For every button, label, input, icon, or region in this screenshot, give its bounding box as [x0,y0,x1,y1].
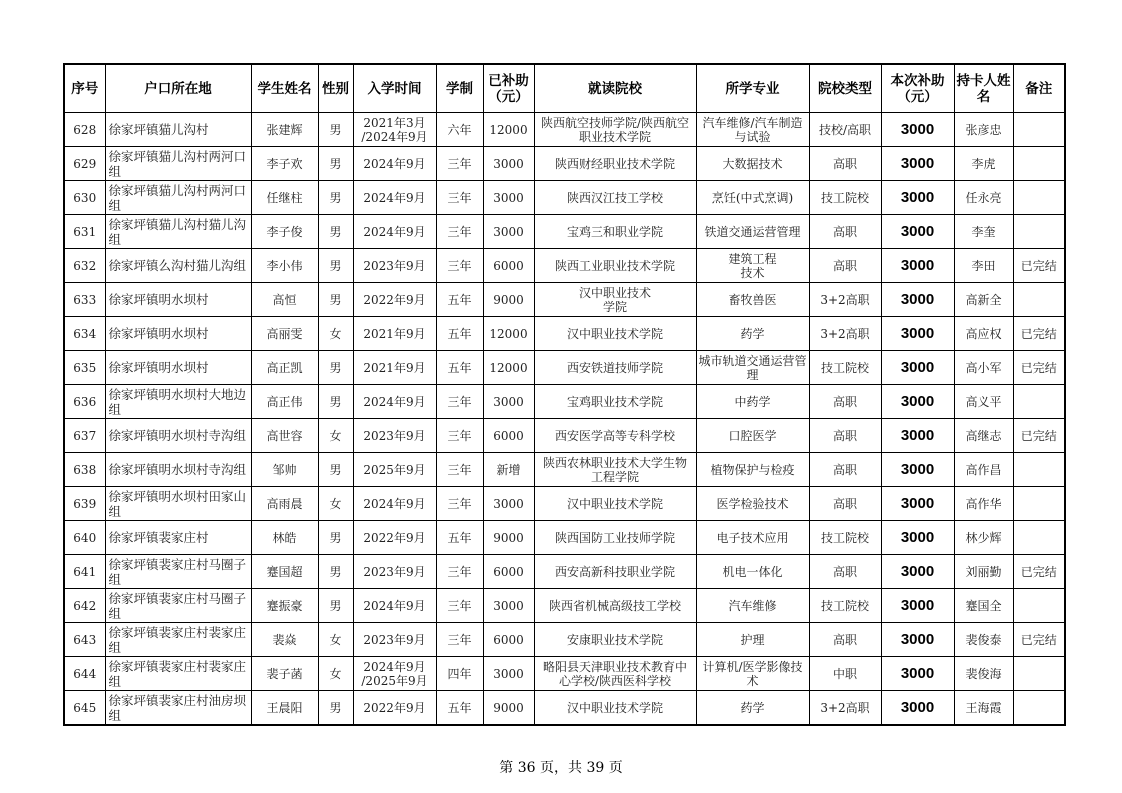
cell-current-subsidy: 3000 [881,385,954,419]
cell-program-length: 三年 [436,589,483,623]
cell-household-location: 徐家坪镇猫儿沟村两河口组 [105,181,251,215]
cell-program-length: 三年 [436,453,483,487]
cell-school: 西安高新科技职业学院 [534,555,696,589]
cell-student-name: 蹇振豪 [251,589,318,623]
cell-subsidized-amount: 12000 [483,351,534,385]
cell-serial-no: 631 [64,215,105,249]
cell-gender: 男 [318,589,353,623]
cell-enrollment-date: 2024年9月 /2025年9月 [353,657,436,691]
cell-major: 汽车维修/汽车制造 与试验 [696,113,809,147]
cell-subsidized-amount: 3000 [483,589,534,623]
cell-gender: 男 [318,691,353,726]
cell-current-subsidy: 3000 [881,113,954,147]
cell-subsidized-amount: 3000 [483,181,534,215]
cell-program-length: 五年 [436,283,483,317]
cell-cardholder-name: 高义平 [954,385,1013,419]
cell-remarks [1013,283,1065,317]
header-school-type: 院校类型 [809,64,881,113]
cell-remarks [1013,181,1065,215]
cell-program-length: 四年 [436,657,483,691]
cell-student-name: 李子欢 [251,147,318,181]
cell-school: 安康职业技术学院 [534,623,696,657]
table-body [64,113,1065,726]
cell-gender: 男 [318,215,353,249]
cell-school: 略阳县天津职业技术教育中 心学校/陕西医科学校 [534,657,696,691]
cell-gender: 男 [318,351,353,385]
table-row [64,657,1065,691]
cell-remarks: 已完结 [1013,419,1065,453]
table-row [64,589,1065,623]
cell-major: 药学 [696,691,809,726]
cell-subsidized-amount: 3000 [483,487,534,521]
cell-major: 汽车维修 [696,589,809,623]
cell-student-name: 高丽雯 [251,317,318,351]
cell-household-location: 徐家坪镇么沟村猫儿沟组 [105,249,251,283]
table-row [64,691,1065,726]
cell-enrollment-date: 2024年9月 [353,385,436,419]
cell-program-length: 三年 [436,249,483,283]
cell-school: 西安医学高等专科学校 [534,419,696,453]
cell-household-location: 徐家坪镇明水坝村田家山组 [105,487,251,521]
cell-subsidized-amount: 3000 [483,147,534,181]
cell-cardholder-name: 李虎 [954,147,1013,181]
cell-enrollment-date: 2022年9月 [353,283,436,317]
cell-student-name: 裴子菡 [251,657,318,691]
header-school: 就读院校 [534,64,696,113]
cell-cardholder-name: 高继志 [954,419,1013,453]
cell-school-type: 3+2高职 [809,283,881,317]
cell-student-name: 高恒 [251,283,318,317]
cell-school-type: 高职 [809,487,881,521]
cell-cardholder-name: 蹇国全 [954,589,1013,623]
cell-major: 建筑工程 技术 [696,249,809,283]
cell-program-length: 三年 [436,419,483,453]
cell-remarks: 已完结 [1013,623,1065,657]
cell-school-type: 高职 [809,453,881,487]
cell-student-name: 李小伟 [251,249,318,283]
cell-current-subsidy: 3000 [881,283,954,317]
cell-remarks [1013,385,1065,419]
cell-enrollment-date: 2021年9月 [353,317,436,351]
cell-student-name: 林皓 [251,521,318,555]
cell-remarks: 已完结 [1013,555,1065,589]
header-student-name: 学生姓名 [251,64,318,113]
cell-household-location: 徐家坪镇猫儿沟村猫儿沟组 [105,215,251,249]
cell-remarks: 已完结 [1013,351,1065,385]
header-enrollment-date: 入学时间 [353,64,436,113]
cell-program-length: 六年 [436,113,483,147]
header-cardholder-name: 持卡人姓 名 [954,64,1013,113]
cell-serial-no: 640 [64,521,105,555]
table-row [64,147,1065,181]
cell-school: 陕西财经职业技术学院 [534,147,696,181]
cell-household-location: 徐家坪镇明水坝村 [105,317,251,351]
cell-major: 口腔医学 [696,419,809,453]
cell-program-length: 五年 [436,317,483,351]
cell-school: 汉中职业技术学院 [534,691,696,726]
cell-subsidized-amount: 6000 [483,555,534,589]
cell-gender: 男 [318,181,353,215]
cell-current-subsidy: 3000 [881,623,954,657]
cell-school-type: 技工院校 [809,351,881,385]
cell-major: 植物保护与检疫 [696,453,809,487]
cell-household-location: 徐家坪镇明水坝村寺沟组 [105,419,251,453]
cell-student-name: 张建辉 [251,113,318,147]
cell-student-name: 蹇国超 [251,555,318,589]
table-row [64,249,1065,283]
cell-student-name: 裴焱 [251,623,318,657]
cell-school: 陕西省机械高级技工学校 [534,589,696,623]
cell-school-type: 技工院校 [809,521,881,555]
cell-cardholder-name: 王海霞 [954,691,1013,726]
cell-school-type: 高职 [809,215,881,249]
cell-school: 汉中职业技术学院 [534,487,696,521]
cell-serial-no: 641 [64,555,105,589]
cell-gender: 男 [318,249,353,283]
cell-program-length: 三年 [436,555,483,589]
cell-enrollment-date: 2023年9月 [353,623,436,657]
cell-school-type: 技工院校 [809,589,881,623]
cell-subsidized-amount: 12000 [483,113,534,147]
cell-current-subsidy: 3000 [881,317,954,351]
cell-major: 机电一体化 [696,555,809,589]
cell-cardholder-name: 李田 [954,249,1013,283]
cell-enrollment-date: 2022年9月 [353,691,436,726]
cell-remarks [1013,147,1065,181]
cell-student-name: 高正伟 [251,385,318,419]
cell-subsidized-amount: 3000 [483,657,534,691]
cell-serial-no: 635 [64,351,105,385]
cell-gender: 男 [318,147,353,181]
cell-household-location: 徐家坪镇明水坝村大地边组 [105,385,251,419]
cell-school-type: 高职 [809,623,881,657]
table-row [64,181,1065,215]
cell-program-length: 三年 [436,147,483,181]
cell-program-length: 三年 [436,487,483,521]
cell-subsidized-amount: 9000 [483,521,534,555]
subsidy-table [63,63,1066,726]
cell-school: 宝鸡职业技术学院 [534,385,696,419]
cell-cardholder-name: 高作昌 [954,453,1013,487]
header-gender: 性别 [318,64,353,113]
cell-school: 陕西航空技师学院/陕西航空 职业技术学院 [534,113,696,147]
cell-current-subsidy: 3000 [881,555,954,589]
header-household-location: 户口所在地 [105,64,251,113]
cell-enrollment-date: 2023年9月 [353,249,436,283]
cell-major: 中药学 [696,385,809,419]
cell-major: 烹饪(中式烹调) [696,181,809,215]
table-row [64,113,1065,147]
cell-remarks: 已完结 [1013,317,1065,351]
table-header-row [64,64,1065,113]
cell-household-location: 徐家坪镇裴家庄村裴家庄组 [105,657,251,691]
cell-subsidized-amount: 6000 [483,419,534,453]
cell-current-subsidy: 3000 [881,215,954,249]
cell-cardholder-name: 高新全 [954,283,1013,317]
cell-household-location: 徐家坪镇明水坝村寺沟组 [105,453,251,487]
cell-school: 汉中职业技术 学院 [534,283,696,317]
cell-serial-no: 634 [64,317,105,351]
cell-serial-no: 645 [64,691,105,726]
cell-cardholder-name: 裴俊海 [954,657,1013,691]
cell-gender: 男 [318,113,353,147]
cell-subsidized-amount: 3000 [483,385,534,419]
cell-cardholder-name: 林少辉 [954,521,1013,555]
cell-enrollment-date: 2023年9月 [353,555,436,589]
cell-serial-no: 639 [64,487,105,521]
cell-remarks [1013,453,1065,487]
cell-subsidized-amount: 9000 [483,283,534,317]
cell-household-location: 徐家坪镇裴家庄村马圈子组 [105,589,251,623]
cell-enrollment-date: 2025年9月 [353,453,436,487]
cell-remarks [1013,657,1065,691]
cell-major: 大数据技术 [696,147,809,181]
cell-household-location: 徐家坪镇猫儿沟村两河口组 [105,147,251,181]
cell-current-subsidy: 3000 [881,147,954,181]
cell-gender: 男 [318,385,353,419]
header-major: 所学专业 [696,64,809,113]
cell-school-type: 中职 [809,657,881,691]
table-row [64,317,1065,351]
cell-remarks [1013,487,1065,521]
cell-household-location: 徐家坪镇裴家庄村裴家庄组 [105,623,251,657]
cell-school: 汉中职业技术学院 [534,317,696,351]
cell-remarks [1013,113,1065,147]
cell-serial-no: 642 [64,589,105,623]
cell-serial-no: 638 [64,453,105,487]
cell-school-type: 3+2高职 [809,691,881,726]
cell-school: 陕西农林职业技术大学生物 工程学院 [534,453,696,487]
cell-household-location: 徐家坪镇裴家庄村马圈子组 [105,555,251,589]
table-row [64,487,1065,521]
cell-remarks [1013,521,1065,555]
cell-current-subsidy: 3000 [881,249,954,283]
table-row [64,351,1065,385]
cell-program-length: 五年 [436,691,483,726]
header-serial-no: 序号 [64,64,105,113]
cell-enrollment-date: 2021年3月 /2024年9月 [353,113,436,147]
table-row [64,623,1065,657]
cell-remarks [1013,215,1065,249]
cell-cardholder-name: 任永亮 [954,181,1013,215]
cell-current-subsidy: 3000 [881,521,954,555]
cell-cardholder-name: 张彦忠 [954,113,1013,147]
cell-enrollment-date: 2024年9月 [353,487,436,521]
cell-serial-no: 633 [64,283,105,317]
cell-school: 陕西工业职业技术学院 [534,249,696,283]
table-row [64,555,1065,589]
cell-school-type: 高职 [809,249,881,283]
table-row [64,419,1065,453]
cell-student-name: 高雨晨 [251,487,318,521]
cell-major: 护理 [696,623,809,657]
cell-subsidized-amount: 12000 [483,317,534,351]
cell-cardholder-name: 裴俊泰 [954,623,1013,657]
cell-student-name: 任继柱 [251,181,318,215]
cell-gender: 女 [318,623,353,657]
cell-program-length: 三年 [436,215,483,249]
cell-current-subsidy: 3000 [881,351,954,385]
cell-current-subsidy: 3000 [881,691,954,726]
cell-serial-no: 644 [64,657,105,691]
cell-program-length: 五年 [436,521,483,555]
cell-gender: 男 [318,453,353,487]
cell-current-subsidy: 3000 [881,419,954,453]
cell-student-name: 高正凯 [251,351,318,385]
cell-major: 城市轨道交通运营管 理 [696,351,809,385]
cell-gender: 女 [318,657,353,691]
cell-program-length: 三年 [436,385,483,419]
cell-gender: 女 [318,317,353,351]
cell-current-subsidy: 3000 [881,181,954,215]
cell-school: 陕西汉江技工学校 [534,181,696,215]
cell-school-type: 技校/高职 [809,113,881,147]
cell-gender: 女 [318,487,353,521]
cell-remarks [1013,691,1065,726]
cell-remarks: 已完结 [1013,249,1065,283]
cell-current-subsidy: 3000 [881,657,954,691]
cell-school: 宝鸡三和职业学院 [534,215,696,249]
cell-school-type: 高职 [809,419,881,453]
cell-school-type: 高职 [809,147,881,181]
cell-student-name: 王晨阳 [251,691,318,726]
cell-household-location: 徐家坪镇明水坝村 [105,351,251,385]
cell-gender: 女 [318,419,353,453]
table-row [64,283,1065,317]
cell-cardholder-name: 高作华 [954,487,1013,521]
cell-serial-no: 629 [64,147,105,181]
table-row [64,521,1065,555]
header-current-subsidy: 本次补助 （元） [881,64,954,113]
cell-cardholder-name: 刘丽勤 [954,555,1013,589]
cell-school-type: 技工院校 [809,181,881,215]
cell-household-location: 徐家坪镇裴家庄村油房坝组 [105,691,251,726]
cell-school-type: 高职 [809,555,881,589]
cell-school: 西安铁道技师学院 [534,351,696,385]
cell-subsidized-amount: 6000 [483,249,534,283]
cell-major: 铁道交通运营管理 [696,215,809,249]
cell-enrollment-date: 2024年9月 [353,589,436,623]
header-remarks: 备注 [1013,64,1065,113]
header-program-length: 学制 [436,64,483,113]
cell-program-length: 五年 [436,351,483,385]
cell-major: 计算机/医学影像技 术 [696,657,809,691]
table-row [64,453,1065,487]
cell-serial-no: 630 [64,181,105,215]
cell-school: 陕西国防工业技师学院 [534,521,696,555]
cell-current-subsidy: 3000 [881,487,954,521]
cell-serial-no: 632 [64,249,105,283]
table-row [64,215,1065,249]
cell-cardholder-name: 高应权 [954,317,1013,351]
cell-current-subsidy: 3000 [881,453,954,487]
cell-serial-no: 628 [64,113,105,147]
page-footer: 第 36 页，共 39 页 [499,760,623,776]
cell-enrollment-date: 2024年9月 [353,181,436,215]
cell-subsidized-amount: 6000 [483,623,534,657]
cell-current-subsidy: 3000 [881,589,954,623]
cell-program-length: 三年 [436,181,483,215]
cell-gender: 男 [318,283,353,317]
cell-major: 畜牧兽医 [696,283,809,317]
cell-school-type: 高职 [809,385,881,419]
cell-major: 电子技术应用 [696,521,809,555]
cell-serial-no: 643 [64,623,105,657]
cell-student-name: 高世容 [251,419,318,453]
table-row [64,385,1065,419]
cell-cardholder-name: 高小军 [954,351,1013,385]
cell-program-length: 三年 [436,623,483,657]
cell-serial-no: 637 [64,419,105,453]
cell-serial-no: 636 [64,385,105,419]
cell-gender: 男 [318,521,353,555]
cell-subsidized-amount: 3000 [483,215,534,249]
cell-subsidized-amount: 新增 [483,453,534,487]
cell-household-location: 徐家坪镇明水坝村 [105,283,251,317]
cell-school-type: 3+2高职 [809,317,881,351]
cell-household-location: 徐家坪镇猫儿沟村 [105,113,251,147]
cell-student-name: 邹帅 [251,453,318,487]
cell-cardholder-name: 李奎 [954,215,1013,249]
cell-gender: 男 [318,555,353,589]
cell-enrollment-date: 2024年9月 [353,215,436,249]
cell-enrollment-date: 2023年9月 [353,419,436,453]
cell-remarks [1013,589,1065,623]
cell-household-location: 徐家坪镇裴家庄村 [105,521,251,555]
cell-enrollment-date: 2024年9月 [353,147,436,181]
cell-subsidized-amount: 9000 [483,691,534,726]
header-subsidized-amount: 已补助 （元） [483,64,534,113]
cell-major: 药学 [696,317,809,351]
cell-enrollment-date: 2022年9月 [353,521,436,555]
cell-enrollment-date: 2021年9月 [353,351,436,385]
cell-major: 医学检验技术 [696,487,809,521]
cell-student-name: 李子俊 [251,215,318,249]
